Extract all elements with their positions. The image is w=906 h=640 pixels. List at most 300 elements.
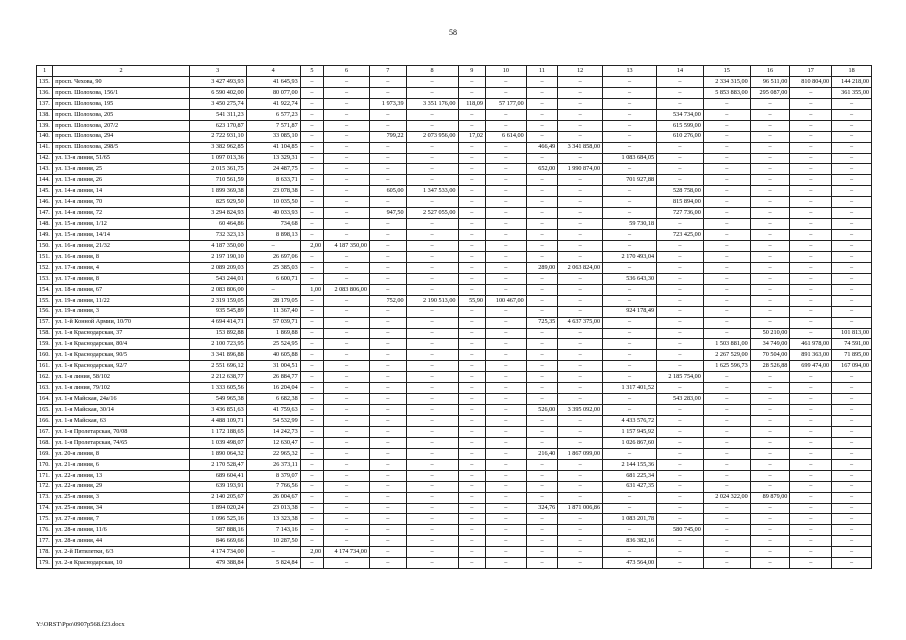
address-cell: просп. Шолохова, 205: [53, 109, 189, 120]
value-cell: –: [703, 558, 750, 569]
value-cell: –: [790, 547, 832, 558]
address-cell: ул. 1-я Краснодарская, 37: [53, 328, 189, 339]
address-cell: ул. 1-я Краснодарская, 80/4: [53, 339, 189, 350]
value-cell: –: [703, 470, 750, 481]
value-cell: 22 965,32: [246, 448, 300, 459]
value-cell: –: [458, 164, 485, 175]
value-cell: –: [369, 273, 406, 284]
value-cell: 2 063 824,00: [558, 262, 603, 273]
address-cell: просп. Чехова, 90: [53, 76, 189, 87]
value-cell: –: [657, 416, 704, 427]
table-row: [37, 339, 872, 350]
value-cell: –: [790, 503, 832, 514]
value-cell: 479 388,84: [189, 558, 246, 569]
value-cell: –: [750, 142, 790, 153]
table-row: [37, 514, 872, 525]
table-row: [37, 219, 872, 230]
value-cell: 699 474,00: [790, 361, 832, 372]
value-cell: –: [369, 251, 406, 262]
value-cell: –: [458, 514, 485, 525]
value-cell: 723 425,00: [657, 230, 704, 241]
value-cell: –: [300, 492, 323, 503]
value-cell: –: [832, 525, 872, 536]
value-cell: –: [703, 536, 750, 547]
value-cell: –: [485, 459, 526, 470]
value-cell: –: [750, 219, 790, 230]
table-row: [37, 197, 872, 208]
value-cell: –: [406, 197, 458, 208]
value-cell: –: [485, 142, 526, 153]
value-cell: 1,00: [300, 284, 323, 295]
value-cell: –: [657, 459, 704, 470]
value-cell: –: [300, 251, 323, 262]
row-number-cell: 175.: [37, 514, 53, 525]
value-cell: –: [369, 142, 406, 153]
value-cell: –: [558, 306, 603, 317]
value-cell: 580 745,00: [657, 525, 704, 536]
value-cell: –: [458, 394, 485, 405]
row-number-cell: 140.: [37, 131, 53, 142]
value-cell: –: [485, 514, 526, 525]
value-cell: –: [485, 317, 526, 328]
value-cell: 8 379,07: [246, 470, 300, 481]
value-cell: –: [324, 153, 370, 164]
value-cell: –: [603, 503, 657, 514]
value-cell: 40 605,88: [246, 350, 300, 361]
value-cell: –: [406, 120, 458, 131]
value-cell: –: [657, 317, 704, 328]
value-cell: –: [832, 251, 872, 262]
table-row: [37, 131, 872, 142]
value-cell: –: [485, 372, 526, 383]
value-cell: –: [406, 175, 458, 186]
value-cell: –: [657, 492, 704, 503]
value-cell: –: [324, 437, 370, 448]
value-cell: –: [458, 503, 485, 514]
value-cell: –: [832, 558, 872, 569]
value-cell: –: [832, 98, 872, 109]
row-number-cell: 158.: [37, 328, 53, 339]
address-cell: ул. 15-я линия, 1/12: [53, 219, 189, 230]
value-cell: –: [526, 426, 558, 437]
value-cell: –: [657, 241, 704, 252]
value-cell: –: [324, 120, 370, 131]
value-cell: –: [369, 525, 406, 536]
value-cell: –: [603, 295, 657, 306]
value-cell: –: [832, 514, 872, 525]
value-cell: 361 355,00: [832, 87, 872, 98]
value-cell: –: [526, 481, 558, 492]
value-cell: –: [750, 109, 790, 120]
value-cell: –: [558, 197, 603, 208]
value-cell: –: [458, 536, 485, 547]
value-cell: –: [832, 547, 872, 558]
value-cell: –: [406, 109, 458, 120]
value-cell: 6 577,23: [246, 109, 300, 120]
value-cell: –: [832, 383, 872, 394]
column-number-header: 8: [406, 66, 458, 77]
value-cell: –: [832, 131, 872, 142]
value-cell: –: [485, 273, 526, 284]
value-cell: –: [832, 426, 872, 437]
value-cell: –: [324, 416, 370, 427]
value-cell: –: [790, 208, 832, 219]
value-cell: –: [832, 241, 872, 252]
value-cell: –: [485, 241, 526, 252]
address-cell: ул. 1-я Пролетарская, 74/65: [53, 437, 189, 448]
value-cell: 2 212 638,77: [189, 372, 246, 383]
value-cell: –: [324, 251, 370, 262]
value-cell: –: [369, 514, 406, 525]
value-cell: –: [526, 251, 558, 262]
value-cell: –: [458, 142, 485, 153]
value-cell: –: [526, 273, 558, 284]
value-cell: 25 385,03: [246, 262, 300, 273]
address-cell: ул. 1-я Майская, 24a/16: [53, 394, 189, 405]
value-cell: –: [750, 164, 790, 175]
value-cell: –: [657, 98, 704, 109]
row-number-cell: 146.: [37, 197, 53, 208]
row-number-cell: 136.: [37, 87, 53, 98]
value-cell: 2 170 528,47: [189, 459, 246, 470]
table-row: [37, 273, 872, 284]
value-cell: 710 561,59: [189, 175, 246, 186]
value-cell: –: [324, 350, 370, 361]
value-cell: –: [750, 394, 790, 405]
value-cell: –: [657, 383, 704, 394]
value-cell: –: [790, 383, 832, 394]
value-cell: –: [558, 547, 603, 558]
value-cell: 1 890 064,32: [189, 448, 246, 459]
value-cell: 71 895,00: [832, 350, 872, 361]
value-cell: 14 242,73: [246, 426, 300, 437]
value-cell: –: [369, 470, 406, 481]
value-cell: 549 965,38: [189, 394, 246, 405]
value-cell: 26 004,67: [246, 492, 300, 503]
value-cell: –: [603, 98, 657, 109]
value-cell: –: [750, 514, 790, 525]
value-cell: –: [558, 87, 603, 98]
value-cell: –: [703, 416, 750, 427]
table-row: [37, 306, 872, 317]
value-cell: 8 898,13: [246, 230, 300, 241]
value-cell: –: [703, 98, 750, 109]
value-cell: –: [832, 175, 872, 186]
value-cell: –: [750, 416, 790, 427]
value-cell: –: [458, 492, 485, 503]
value-cell: –: [703, 197, 750, 208]
value-cell: –: [790, 426, 832, 437]
value-cell: 543 283,00: [657, 394, 704, 405]
value-cell: –: [300, 361, 323, 372]
value-cell: –: [458, 525, 485, 536]
value-cell: –: [458, 241, 485, 252]
value-cell: –: [603, 241, 657, 252]
value-cell: –: [300, 481, 323, 492]
address-cell: ул. 17-я линия, 4: [53, 262, 189, 273]
value-cell: –: [369, 459, 406, 470]
value-cell: –: [790, 98, 832, 109]
value-cell: 3 436 851,63: [189, 405, 246, 416]
value-cell: 5 824,84: [246, 558, 300, 569]
value-cell: –: [406, 448, 458, 459]
table-row: [37, 383, 872, 394]
value-cell: –: [703, 186, 750, 197]
value-cell: –: [832, 459, 872, 470]
value-cell: –: [485, 361, 526, 372]
value-cell: –: [406, 350, 458, 361]
value-cell: –: [526, 175, 558, 186]
value-cell: –: [558, 328, 603, 339]
value-cell: –: [324, 339, 370, 350]
value-cell: –: [458, 328, 485, 339]
value-cell: –: [790, 230, 832, 241]
value-cell: –: [300, 558, 323, 569]
value-cell: –: [526, 350, 558, 361]
value-cell: –: [485, 120, 526, 131]
value-cell: 2 267 529,00: [703, 350, 750, 361]
value-cell: 466,49: [526, 142, 558, 153]
value-cell: –: [703, 372, 750, 383]
value-cell: –: [558, 186, 603, 197]
value-cell: 80 077,00: [246, 87, 300, 98]
value-cell: –: [458, 120, 485, 131]
value-cell: 153 892,88: [189, 328, 246, 339]
value-cell: –: [603, 372, 657, 383]
row-number-cell: 162.: [37, 372, 53, 383]
value-cell: –: [558, 230, 603, 241]
address-cell: ул. 1-я Майская, 30/14: [53, 405, 189, 416]
value-cell: –: [300, 208, 323, 219]
value-cell: –: [458, 306, 485, 317]
value-cell: –: [485, 503, 526, 514]
value-cell: 587 888,16: [189, 525, 246, 536]
value-cell: –: [369, 175, 406, 186]
value-cell: 23 013,38: [246, 503, 300, 514]
value-cell: –: [750, 437, 790, 448]
value-cell: –: [324, 328, 370, 339]
row-number-cell: 159.: [37, 339, 53, 350]
row-number-cell: 142.: [37, 153, 53, 164]
value-cell: 1 333 605,56: [189, 383, 246, 394]
value-cell: –: [458, 197, 485, 208]
value-cell: –: [485, 164, 526, 175]
value-cell: 34 749,00: [750, 339, 790, 350]
value-cell: –: [406, 372, 458, 383]
value-cell: 74 591,00: [832, 339, 872, 350]
value-cell: –: [458, 383, 485, 394]
value-cell: –: [703, 251, 750, 262]
value-cell: –: [485, 437, 526, 448]
value-cell: –: [790, 328, 832, 339]
value-cell: –: [369, 437, 406, 448]
value-cell: 89 879,00: [750, 492, 790, 503]
table-row: [37, 262, 872, 273]
value-cell: 526,00: [526, 405, 558, 416]
value-cell: –: [558, 175, 603, 186]
value-cell: –: [703, 230, 750, 241]
value-cell: –: [324, 481, 370, 492]
value-cell: –: [526, 219, 558, 230]
value-cell: –: [324, 219, 370, 230]
value-cell: –: [558, 459, 603, 470]
value-cell: –: [603, 142, 657, 153]
value-cell: –: [369, 76, 406, 87]
value-cell: –: [300, 350, 323, 361]
value-cell: –: [369, 503, 406, 514]
value-cell: 2 334 315,00: [703, 76, 750, 87]
value-cell: 4 488 109,71: [189, 416, 246, 427]
table-row: [37, 350, 872, 361]
value-cell: –: [324, 448, 370, 459]
value-cell: –: [657, 295, 704, 306]
value-cell: –: [485, 416, 526, 427]
value-cell: –: [324, 405, 370, 416]
table-row: [37, 470, 872, 481]
value-cell: 295 087,00: [750, 87, 790, 98]
table-row: [37, 109, 872, 120]
table-row: [37, 208, 872, 219]
value-cell: –: [485, 186, 526, 197]
address-cell: ул. 28-я линия, 44: [53, 536, 189, 547]
value-cell: –: [300, 394, 323, 405]
value-cell: –: [832, 306, 872, 317]
row-number-cell: 156.: [37, 306, 53, 317]
value-cell: –: [406, 547, 458, 558]
value-cell: –: [657, 405, 704, 416]
value-cell: –: [750, 459, 790, 470]
value-cell: –: [750, 273, 790, 284]
value-cell: 652,00: [526, 164, 558, 175]
value-cell: –: [246, 284, 300, 295]
row-number-cell: 153.: [37, 273, 53, 284]
value-cell: 23 078,38: [246, 186, 300, 197]
value-cell: –: [526, 131, 558, 142]
value-cell: 24 487,75: [246, 164, 300, 175]
value-cell: –: [300, 328, 323, 339]
value-cell: –: [790, 492, 832, 503]
value-cell: –: [458, 87, 485, 98]
value-cell: –: [406, 525, 458, 536]
table-row: [37, 547, 872, 558]
value-cell: –: [300, 153, 323, 164]
value-cell: –: [458, 186, 485, 197]
value-cell: –: [324, 372, 370, 383]
value-cell: –: [832, 536, 872, 547]
value-cell: –: [657, 339, 704, 350]
value-cell: –: [300, 317, 323, 328]
column-number-header: 1: [37, 66, 53, 77]
value-cell: –: [558, 514, 603, 525]
value-cell: –: [750, 251, 790, 262]
value-cell: 2 144 155,36: [603, 459, 657, 470]
value-cell: –: [603, 361, 657, 372]
address-cell: ул. 2-й Пятилетки, 6/3: [53, 547, 189, 558]
value-cell: –: [526, 558, 558, 569]
value-cell: –: [750, 426, 790, 437]
value-cell: –: [558, 525, 603, 536]
value-cell: –: [558, 361, 603, 372]
value-cell: –: [300, 503, 323, 514]
value-cell: 4 174 734,00: [324, 547, 370, 558]
value-cell: –: [485, 481, 526, 492]
value-cell: –: [369, 153, 406, 164]
value-cell: –: [603, 448, 657, 459]
value-cell: –: [750, 536, 790, 547]
value-cell: –: [832, 230, 872, 241]
value-cell: –: [324, 361, 370, 372]
value-cell: 1 894 020,24: [189, 503, 246, 514]
value-cell: –: [790, 372, 832, 383]
row-number-cell: 164.: [37, 394, 53, 405]
value-cell: –: [832, 405, 872, 416]
value-cell: 1 083 201,78: [603, 514, 657, 525]
value-cell: –: [324, 317, 370, 328]
value-cell: –: [526, 416, 558, 427]
value-cell: –: [485, 350, 526, 361]
row-number-cell: 168.: [37, 437, 53, 448]
value-cell: 4 694 414,71: [189, 317, 246, 328]
row-number-cell: 172.: [37, 481, 53, 492]
value-cell: –: [750, 525, 790, 536]
value-cell: –: [750, 175, 790, 186]
value-cell: 2 100 723,95: [189, 339, 246, 350]
address-cell: ул. 13-я линия, 25: [53, 164, 189, 175]
value-cell: 473 564,00: [603, 558, 657, 569]
value-cell: –: [703, 153, 750, 164]
value-cell: 2 197 190,10: [189, 251, 246, 262]
value-cell: –: [526, 197, 558, 208]
value-cell: 3 341 858,00: [558, 142, 603, 153]
value-cell: 2,00: [300, 241, 323, 252]
value-cell: –: [458, 405, 485, 416]
value-cell: –: [458, 361, 485, 372]
value-cell: –: [603, 405, 657, 416]
value-cell: 1 871 006,86: [558, 503, 603, 514]
table-row: [37, 98, 872, 109]
value-cell: –: [526, 230, 558, 241]
value-cell: –: [458, 416, 485, 427]
value-cell: –: [485, 306, 526, 317]
value-cell: –: [324, 109, 370, 120]
value-cell: –: [657, 284, 704, 295]
value-cell: –: [485, 405, 526, 416]
table-row: [37, 142, 872, 153]
value-cell: 25 524,95: [246, 339, 300, 350]
value-cell: –: [300, 306, 323, 317]
value-cell: –: [703, 295, 750, 306]
address-cell: ул. 1-я линия, 79/102: [53, 383, 189, 394]
value-cell: –: [369, 317, 406, 328]
value-cell: –: [750, 230, 790, 241]
value-cell: –: [300, 426, 323, 437]
address-cell: ул. 1-й Конной Армии, 10/70: [53, 317, 189, 328]
value-cell: –: [703, 208, 750, 219]
value-cell: –: [324, 525, 370, 536]
value-cell: –: [300, 230, 323, 241]
value-cell: –: [832, 186, 872, 197]
address-cell: ул. 14-я линия, 14: [53, 186, 189, 197]
value-cell: –: [324, 514, 370, 525]
value-cell: –: [703, 284, 750, 295]
value-cell: 815 894,00: [657, 197, 704, 208]
value-cell: –: [485, 394, 526, 405]
value-cell: –: [458, 175, 485, 186]
value-cell: –: [458, 273, 485, 284]
value-cell: –: [369, 492, 406, 503]
value-cell: –: [300, 383, 323, 394]
value-cell: –: [324, 208, 370, 219]
